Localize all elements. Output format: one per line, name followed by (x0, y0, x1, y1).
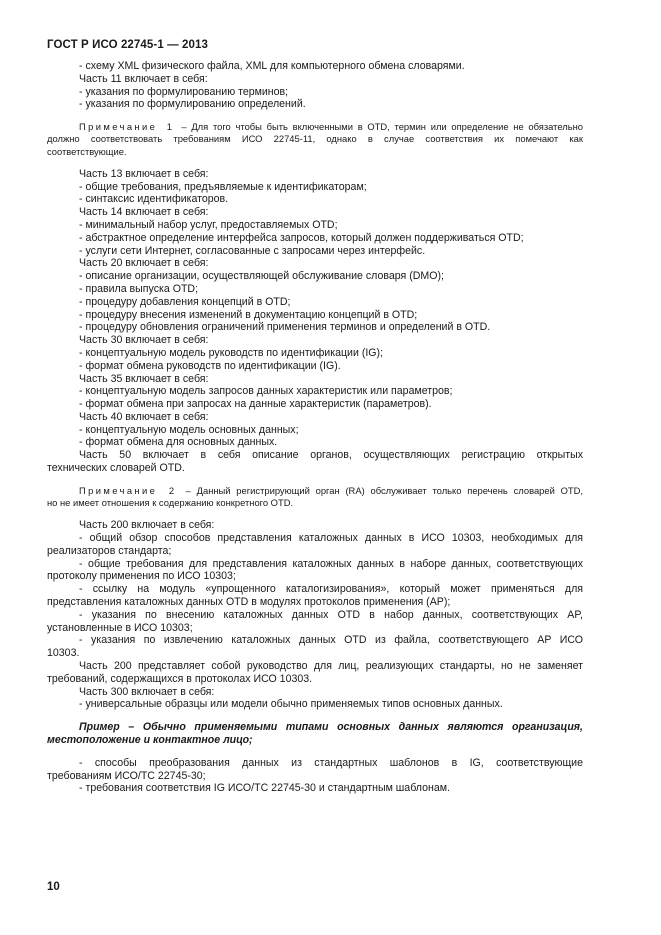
note-label: Примечание (79, 484, 158, 496)
list-item: - требования соответствия IG ИСО/ТС 22745-30 и стандартным шаблонам. (79, 782, 450, 795)
note-text: – Для того чтобы быть включенными в OTD, термин или определение не обязательно (181, 121, 583, 133)
paragraph-line: Часть 50 включает в себя описание органов, осуществляющих регистрацию открытых (79, 449, 583, 462)
part-heading: Часть 14 включает в себя: (79, 206, 209, 219)
list-item: - указания по извлечению каталожных данных OTD из файла, соответствующего AP ИСО (79, 634, 583, 647)
part-heading: Часть 300 включает в себя: (79, 685, 215, 698)
part-heading: Часть 13 включает в себя: (79, 167, 209, 180)
list-item: - способы преобразования данных из стандартных шаблонов в IG, соответствующие (79, 756, 583, 769)
part-heading: Часть 35 включает в себя: (79, 372, 209, 385)
part-heading: Часть 11 включает в себя: (79, 72, 208, 85)
list-item-cont: представления каталожных данных OTD в модулях протоколов применения (AP); (47, 596, 451, 609)
note-text-line: должно соответствовать требованиям ИСО 22745-11, однако в случае соответствия их помечают как (47, 133, 583, 145)
list-item: - ссылку на модуль «упрощенного каталогизирования», который может применяться для (79, 583, 583, 596)
note-1 (47, 121, 583, 158)
example-block (47, 721, 583, 747)
list-item-cont: 10303. (47, 647, 80, 660)
list-item: - услуги сети Интернет, согласованные с запросами через интерфейс. (79, 244, 426, 257)
paragraph-line: технических словарей OTD. (47, 462, 185, 475)
note-2 (47, 485, 583, 509)
example-line: местоположение и контактное лицо; (47, 734, 253, 746)
list-item: - схему XML физического файла, XML для компьютерного обмена словарями. (79, 60, 465, 72)
list-item: - процедуру добавления концепций в OTD; (79, 295, 291, 308)
paragraph-line: требований, содержащихся в протоколах ИСО 10303. (47, 672, 313, 685)
note-text-line: но не имеет отношения к содержанию конкретного OTD. (47, 497, 294, 509)
list-item: - минимальный набор услуг, предоставляемых OTD; (79, 218, 338, 231)
list-item: - общие требования, предъявляемые к идентификаторам; (79, 180, 367, 193)
list-item: - универсальные образцы или модели обычно применяемых типов основных данных. (79, 698, 503, 711)
list-item: - процедуру внесения изменений в документацию концепций в OTD; (79, 308, 418, 321)
parts-list (47, 168, 583, 450)
example-line: Пример – Обычно применяемыми типами основных данных являются организация, (79, 721, 583, 734)
paragraph-line: Часть 200 представляет собой руководство для лиц, реализующих стандарты, но не заменяет (79, 660, 583, 673)
list-item-cont: протоколу применения по ИСО 10303; (47, 570, 236, 583)
part-heading: Часть 40 включает в себя: (79, 410, 209, 423)
list-item: - общие требования для представления каталожных данных в наборе данных, соответствующих (79, 557, 583, 570)
list-item: - правила выпуска OTD; (79, 282, 199, 295)
list-item: - общий обзор способов представления каталожных данных в ИСО 10303, необходимых для (79, 532, 583, 545)
note-number: 1 (166, 121, 172, 133)
part-heading: Часть 20 включает в себя: (79, 257, 209, 270)
list-item: - указания по формулированию терминов; (79, 85, 289, 98)
note-number: 2 (168, 484, 175, 496)
page-number: 10 (47, 881, 60, 893)
part-heading: Часть 30 включает в себя: (79, 334, 209, 347)
note-label: Примечание (79, 121, 158, 133)
note-text-line: соответствующие. (47, 145, 127, 157)
list-item: - формат обмена для основных данных. (79, 436, 278, 449)
page-header: ГОСТ Р ИСО 22745-1 — 2013 (47, 39, 209, 51)
list-item: - концептуальную модель руководств по идентификации (IG); (79, 346, 384, 359)
list-item: - синтаксис идентификаторов. (79, 193, 229, 206)
list-item-cont: требованиям ИСО/ТС 22745-30; (47, 769, 206, 782)
list-item: - формат обмена при запросах на данные характеристик (параметров). (79, 398, 432, 411)
list-item: - описание организации, осуществляющей обслуживание словаря (DMO); (79, 270, 444, 283)
page-body (47, 60, 583, 795)
list-item: - указания по внесению каталожных данных OTD в набор данных, соответствующих AP, (79, 608, 583, 621)
list-item: - формат обмена руководств по идентификации (IG). (79, 359, 341, 372)
note-text: – Данный регистрирующий орган (RA) обслуживает только перечень словарей OTD, (185, 484, 583, 496)
list-item: - абстрактное определение интерфейса запросов, который должен поддерживаться OTD; (79, 231, 524, 244)
list-item: - процедуру обновления ограничений применения терминов и определений в OTD. (79, 321, 491, 334)
part-heading: Часть 200 включает в себя: (79, 519, 215, 532)
list-item: - концептуальную модель запросов данных характеристик или параметров; (79, 385, 453, 398)
list-item: - концептуальную модель основных данных; (79, 423, 299, 436)
list-item-cont: установленные в ИСО 10303; (47, 621, 193, 634)
list-item: - указания по формулированию определений. (79, 98, 306, 111)
list-item-cont: реализаторов стандарта; (47, 544, 172, 557)
